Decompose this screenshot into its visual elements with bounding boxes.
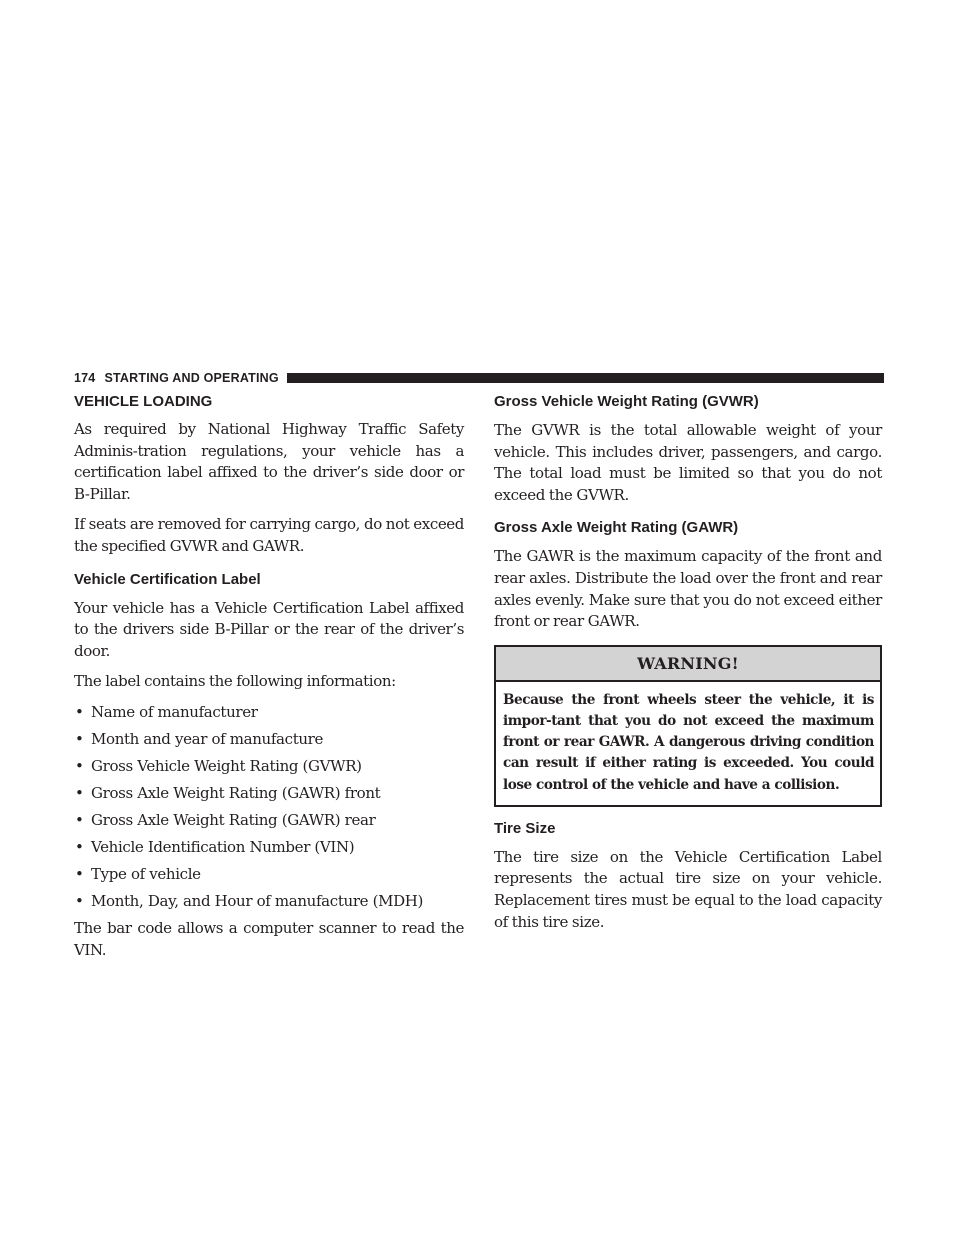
intro-paragraph-1: As required by National Highway Traffic Safety Adminis-tration regulations, your vehicle has a certification label affixed to the driver’s side door or B-Pillar. (74, 420, 464, 503)
bullet-icon: • (75, 864, 84, 883)
list-item-text: Month and year of manufacture (91, 729, 324, 748)
label-information-list (74, 702, 464, 912)
list-item (74, 756, 464, 778)
tire-size-heading: Tire Size (494, 819, 556, 837)
bullet-icon: • (75, 756, 84, 775)
right-column (494, 392, 882, 942)
gvwr-heading: Gross Vehicle Weight Rating (GVWR) (494, 393, 759, 410)
list-item-text: Month, Day, and Hour of manufacture (MDH) (91, 891, 424, 910)
header-rule (287, 373, 884, 383)
bar-code-paragraph: The bar code allows a computer scanner to read the VIN. (74, 919, 464, 960)
certification-label-paragraph-2: The label contains the following information: (74, 672, 396, 691)
list-item-text: Gross Vehicle Weight Rating (GVWR) (91, 756, 362, 775)
warning-text: Because the front wheels steer the vehicle, it is impor-tant that you do not exceed the maximum front or rear GAWR. A dangerous driving condition can result if either rating is exceeded. You could lose control of the vehicle and have a collision. (503, 691, 874, 793)
list-item (74, 837, 464, 859)
list-item-text: Name of manufacturer (91, 702, 258, 721)
gawr-heading: Gross Axle Weight Rating (GAWR) (494, 519, 739, 537)
list-item (74, 891, 464, 913)
bullet-icon: • (75, 702, 84, 721)
bullet-icon: • (75, 729, 84, 748)
list-item (74, 729, 464, 751)
bullet-icon: • (75, 891, 84, 910)
bullet-icon: • (75, 810, 84, 829)
list-item (74, 702, 464, 724)
bullet-icon: • (75, 783, 84, 802)
list-item-text: Gross Axle Weight Rating (GAWR) front (91, 783, 381, 802)
running-header (74, 371, 884, 385)
vehicle-loading-heading: VEHICLE LOADING (74, 393, 213, 410)
page-number: 174 (74, 371, 96, 385)
list-item-text: Gross Axle Weight Rating (GAWR) rear (91, 810, 376, 829)
bullet-icon: • (75, 837, 84, 856)
gawr-paragraph: The GAWR is the maximum capacity of the front and rear axles. Distribute the load over the front and rear axles evenly. Make sure that you do not exceed either front or rear GAWR. (494, 547, 882, 631)
certification-label-paragraph-1: Your vehicle has a Vehicle Certification Label affixed to the drivers side B-Pillar or the rear of the driver’s door. (74, 598, 464, 660)
list-item-text: Type of vehicle (91, 864, 201, 883)
certification-label-heading: Vehicle Certification Label (74, 570, 261, 588)
list-item (74, 810, 464, 832)
left-column (74, 392, 464, 971)
gvwr-paragraph: The GVWR is the total allowable weight of your vehicle. This includes driver, passengers, and cargo. The total load must be limited so that you do not exceed the GVWR. (494, 421, 882, 504)
tire-size-paragraph: The tire size on the Vehicle Certification Label represents the actual tire size on your vehicle. Replacement tires must be equal to the load capacity of this tire size. (494, 847, 882, 931)
warning-box (494, 645, 882, 807)
intro-paragraph-2: If seats are removed for carrying cargo, do not exceed the specified GVWR and GAWR. (74, 515, 464, 555)
list-item (74, 864, 464, 886)
section-title: STARTING AND OPERATING (104, 371, 279, 385)
warning-title: WARNING! (496, 647, 880, 682)
list-item (74, 783, 464, 805)
list-item-text: Vehicle Identification Number (VIN) (91, 837, 355, 856)
